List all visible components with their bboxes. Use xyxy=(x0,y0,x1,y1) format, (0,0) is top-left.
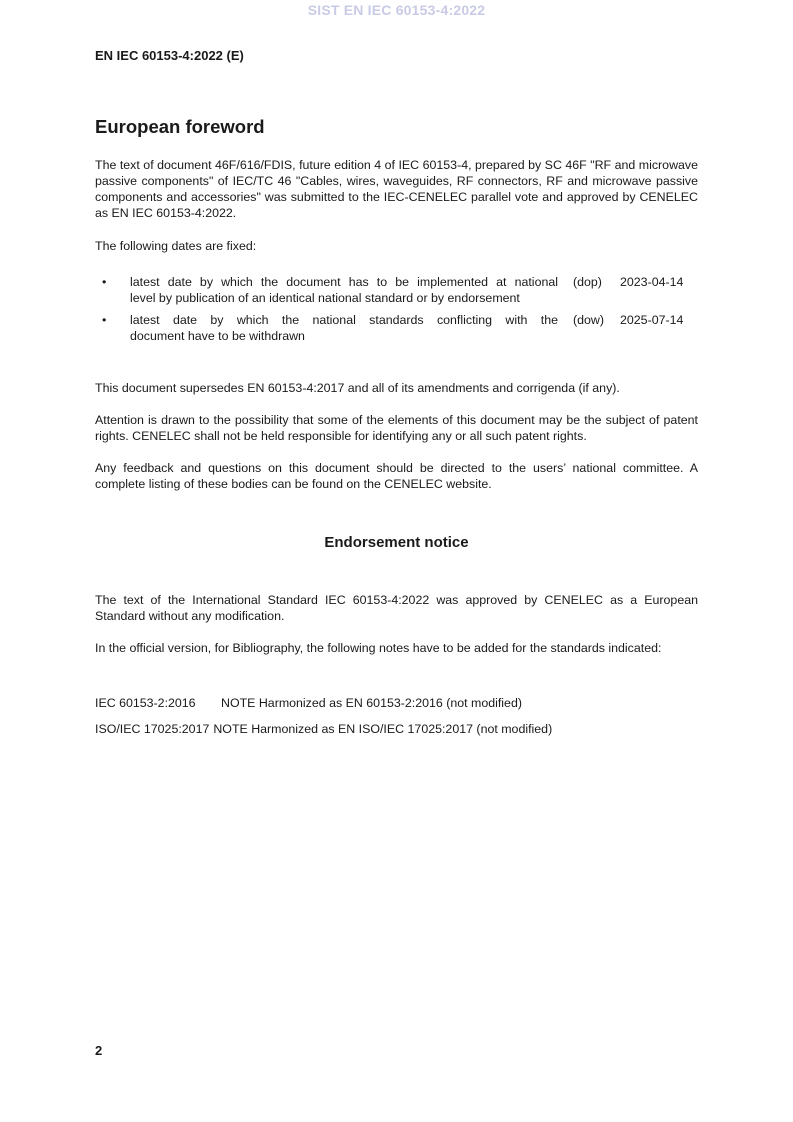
date-item-line-1: latest date by which the national standards conflicting with the xyxy=(130,313,558,327)
endorsement-heading: Endorsement notice xyxy=(324,534,469,551)
dates-intro-paragraph: The following dates are fixed: xyxy=(95,239,257,253)
supersedes-paragraph: This document supersedes EN 60153-4:2017 and all of its amendments and corrigenda (if any). xyxy=(95,381,620,395)
date-item-date: 2025-07-14 xyxy=(620,313,684,327)
bibliography-note-row xyxy=(95,721,552,737)
foreword-heading: European foreword xyxy=(95,116,265,137)
date-item-line-2: document have to be withdrawn xyxy=(130,329,305,343)
bullet-marker: • xyxy=(102,275,107,289)
date-item-description xyxy=(130,274,558,306)
bibliography-intro-paragraph: In the official version, for Bibliography, the following notes have to be added for the standards indicated: xyxy=(95,641,662,655)
bibliography-note-row xyxy=(95,695,522,711)
date-item-date: 2023-04-14 xyxy=(620,275,684,289)
document-identifier: EN IEC 60153-4:2022 (E) xyxy=(95,48,244,63)
foreword-intro-paragraph: The text of document 46F/616/FDIS, future edition 4 of IEC 60153-4, prepared by SC 46F "RF and microwave passive components" of IEC/TC 46 "Cables, wires, waveguides, RF connectors, RF and microwave passive components and accessories" was submitted to the IEC-CENELEC parallel vote and approved by CENELEC as EN IEC 60153-4:2022. xyxy=(95,158,698,220)
date-item-code: (dop) xyxy=(573,275,602,289)
feedback-paragraph: Any feedback and questions on this document should be directed to the users’ national committee. A complete listing of these bodies can be found on the CENELEC website. xyxy=(95,461,698,491)
bullet-marker: • xyxy=(102,313,107,327)
endorsement-approval-paragraph: The text of the International Standard IEC 60153-4:2022 was approved by CENELEC as a European Standard without any modification. xyxy=(95,593,698,623)
bibliography-standard-ref: ISO/IEC 17025:2017 xyxy=(95,722,210,736)
bibliography-note-text: NOTE Harmonized as EN 60153-2:2016 (not modified) xyxy=(221,696,522,710)
patent-paragraph: Attention is drawn to the possibility that some of the elements of this document may be the subject of patent rights. CENELEC shall not be held responsible for identifying any or all such patent rights. xyxy=(95,413,698,443)
watermark-text: SIST EN IEC 60153-4:2022 xyxy=(307,2,486,18)
date-item-line-2: level by publication of an identical national standard or by endorsement xyxy=(130,291,520,305)
date-item-line-1: latest date by which the document has to be implemented at national xyxy=(130,275,558,289)
bibliography-note-text: NOTE Harmonized as EN ISO/IEC 17025:2017 (not modified) xyxy=(213,722,553,736)
page-number: 2 xyxy=(95,1043,103,1058)
date-item-code: (dow) xyxy=(573,313,604,327)
bibliography-standard-ref: IEC 60153-2:2016 xyxy=(95,696,196,710)
date-item-description xyxy=(130,312,558,344)
